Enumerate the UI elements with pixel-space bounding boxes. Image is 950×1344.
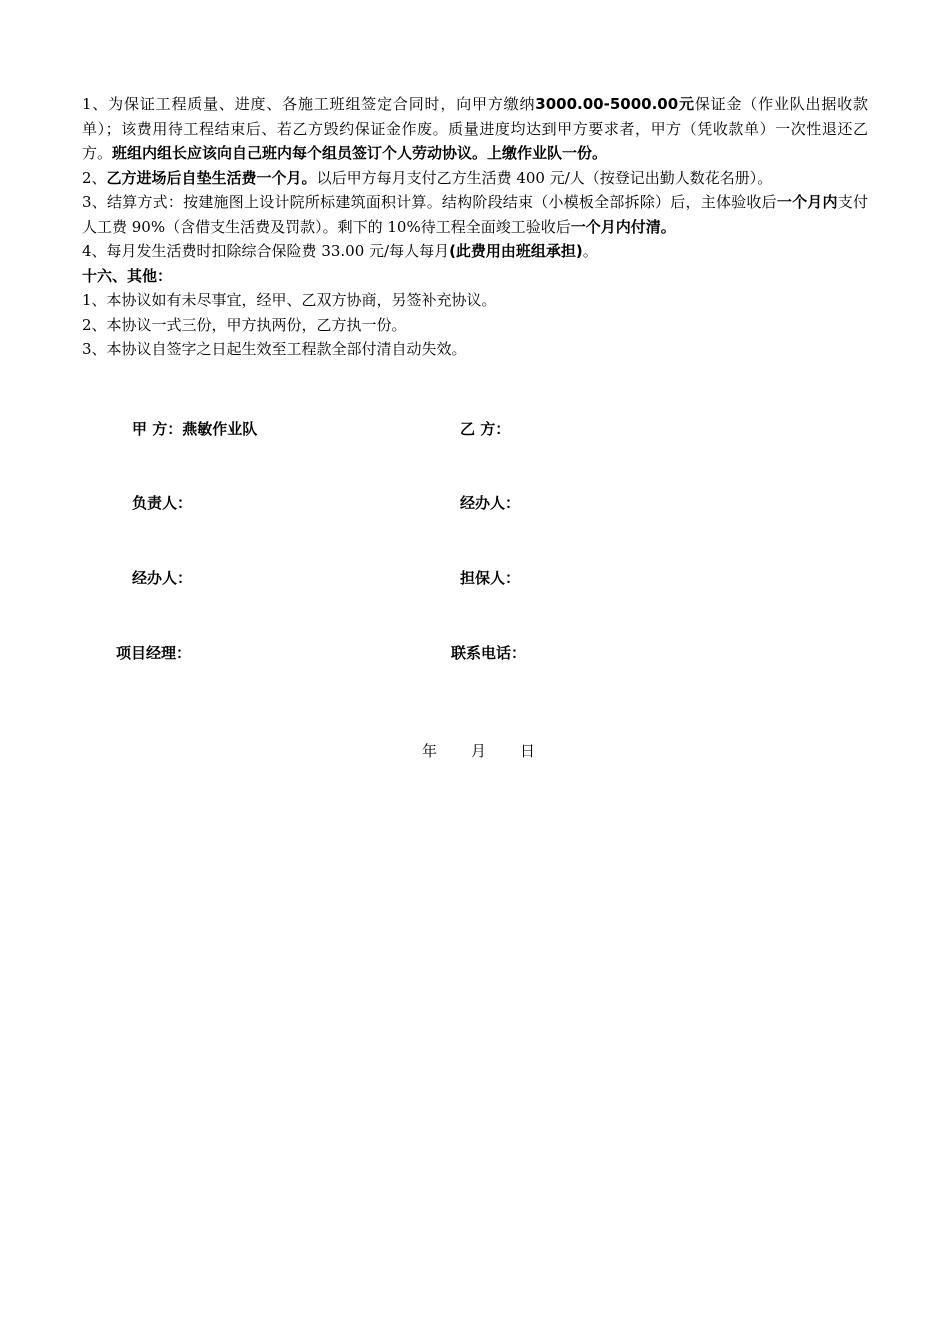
date-month: 月	[471, 742, 487, 760]
payment-clause-2	[82, 166, 868, 191]
deposit-amount: 3000.00-5000.00元	[535, 95, 695, 113]
party-b-handler-label: 经办人：	[460, 494, 521, 512]
clause-text: 3、结算方式：按建施图上设计院所标建筑面积计算。结构阶段结束（小模板全部拆除）后，主体验收后	[82, 193, 777, 211]
clause-emphasis: 一个月内	[776, 193, 838, 211]
payment-clause-4	[82, 239, 868, 264]
guarantor-label: 担保人：	[460, 569, 521, 587]
contract-body	[82, 92, 868, 362]
other-item-2: 2、本协议一式三份，甲方执两份，乙方执一份。	[82, 315, 407, 334]
clause-text: 4、每月发生活费时扣除综合保险费 33.00 元/每人每月	[82, 242, 450, 260]
payment-clause-3	[82, 190, 868, 239]
responsible-person-label: 负责人：	[132, 494, 193, 512]
clause-emphasis: (此费用由班组承担)	[449, 242, 583, 260]
payment-clause-1	[82, 92, 868, 166]
clause-text: 1、为保证工程质量、进度、各施工班组签定合同时，向甲方缴纳	[82, 95, 536, 113]
clause-emphasis: 乙方进场后自垫生活费一个月。	[106, 168, 317, 187]
signing-date	[422, 740, 535, 761]
party-a-label: 甲 方：燕敏作业队	[132, 420, 258, 438]
clause-text: 以后甲方每月支付乙方生活费 400 元/人（按登记出勤人数花名册）。	[316, 168, 773, 187]
clause-number: 2、	[82, 168, 107, 187]
clause-text: 支付人工费 90%（含借支生活费及罚款）。剩下的 10%待工程全面竣工验收后	[82, 193, 868, 236]
party-b-label: 乙 方：	[460, 420, 511, 438]
contact-phone-label: 联系电话：	[451, 644, 527, 662]
date-day: 日	[520, 742, 536, 760]
clause-emphasis: 一个月内付清。	[570, 217, 676, 236]
other-item-1: 1、本协议如有未尽事宜，经甲、乙双方协商，另签补充协议。	[82, 291, 497, 309]
section-heading-others: 十六、其他：	[82, 266, 173, 285]
clause-text: 保证金（作业队出据收款单）；该费用待工程结束后、若乙方毁约保证金作废。质量进度均达到甲方要求者，甲方（凭收款单）一次性退还乙方。	[82, 95, 868, 162]
other-item-3: 3、本协议自签字之日起生效至工程款全部付清自动失效。	[82, 340, 467, 358]
clause-text: 。	[582, 242, 598, 260]
date-year: 年	[422, 742, 438, 760]
clause-emphasis: 班组内组长应该向自己班内每个组员签订个人劳动协议。上缴作业队一份。	[112, 144, 608, 162]
project-manager-label: 项目经理：	[116, 644, 192, 662]
party-a-handler-label: 经办人：	[132, 569, 193, 587]
